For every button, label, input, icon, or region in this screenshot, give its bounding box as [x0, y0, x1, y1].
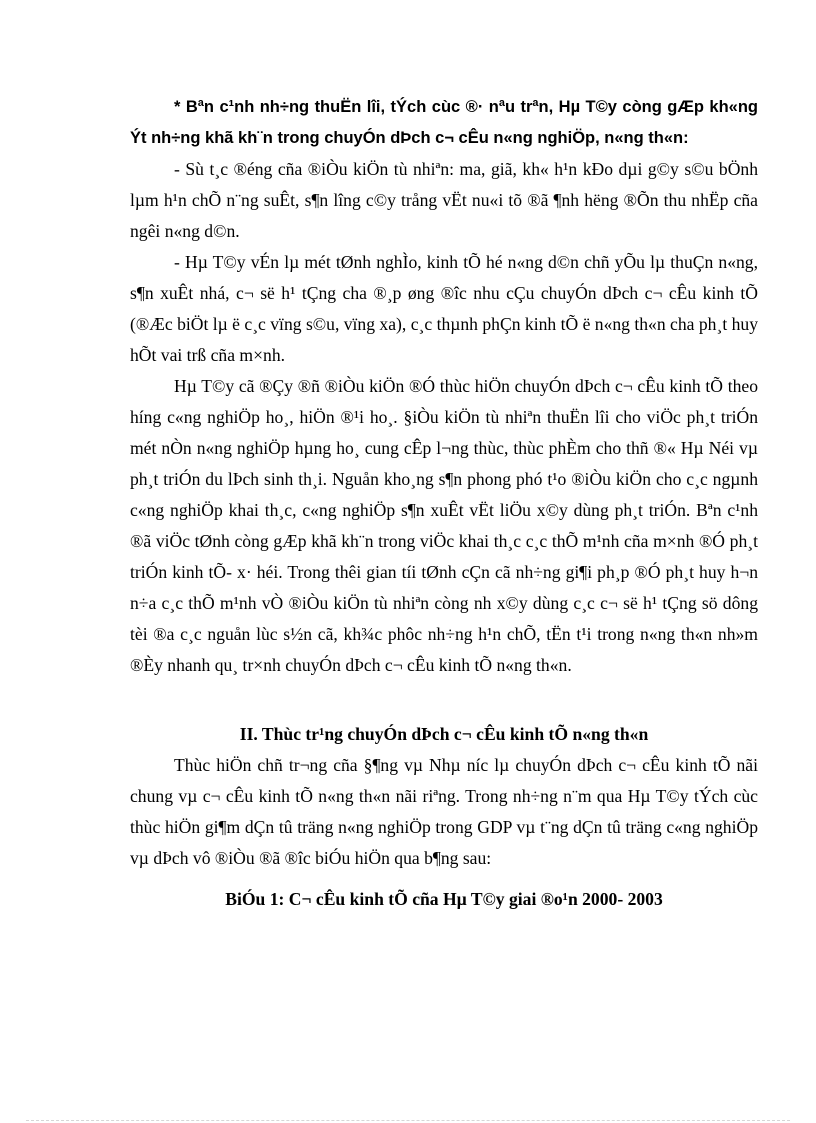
document-body [130, 92, 758, 915]
table-caption: BiÓu 1: C¬ cÊu kinh tÕ cña Hµ T©y giai ®o¹n 2000- 2003 [225, 889, 663, 909]
paragraph-natural-conditions: - Sù t¸c ®éng cña ®iÒu kiÖn tù nhiªn: ma, giã, kh« h¹n kÐo dµi g©y s©u bÖnh lµm h¹n chÕ n¨ng suÊt, s¶n lîng c©y trång vËt nu«i tõ ®ã ¶nh hëng ®Õn thu nhËp cña ngêi n«ng d©n. [130, 159, 758, 241]
paragraph-poor-province: - Hµ T©y vÉn lµ mét tØnh nghÌo, kinh tÕ hé n«ng d©n chñ yÕu lµ thuÇn n«ng, s¶n xuÊt nhá, c¬ së h¹ tÇng cha ®¸p øng ®îc nhu cÇu chuyÓn dÞch c¬ cÊu kinh tÕ (®Æc biÖt lµ ë c¸c vïng s©u, vïng xa), c¸c thµnh phÇn kinh tÕ ë n«ng th«n cha ph¸t huy hÕt vai trß cña m×nh. [130, 252, 758, 365]
section-title: II. Thùc tr¹ng chuyÓn dÞch c¬ cÊu kinh tÕ n«ng th«n [239, 724, 649, 744]
paragraph-section-intro: Thùc hiÖn chñ tr¬ng cña §¶ng vµ Nhµ níc lµ chuyÓn dÞch c¬ cÊu kinh tÕ nãi chung vµ c¬ cÊu kinh tÕ n«ng th«n nãi riªng. Trong nh÷ng n¨m qua Hµ T©y tÝch cùc thùc hiÖn gi¶m dÇn tû träng n«ng nghiÖp trong GDP vµ t¨ng dÇn tû träng c«ng nghiÖp vµ dÞch vô ®iÒu ®ã ®îc biÓu hiÖn qua b¶ng sau: [130, 755, 758, 868]
paragraph-conditions-summary: Hµ T©y cã ®Çy ®ñ ®iÒu kiÖn ®Ó thùc hiÖn chuyÓn dÞch c¬ cÊu kinh tÕ theo híng c«ng nghiÖp ho¸, hiÖn ®¹i ho¸. §iÒu kiÖn tù nhiªn thuËn lîi cho viÖc ph¸t triÓn mét nÒn n«ng nghiÖp hµng ho¸ cung cÊp l¬ng thùc, thùc phÈm cho thñ ®« Hµ Néi vµ ph¸t triÓn du lÞch sinh th¸i. Nguån kho¸ng s¶n phong phó t¹o ®iÒu kiÖn cho c¸c ngµnh c«ng nghiÖp khai th¸c, c«ng nghiÖp s¶n xuÊt vËt liÖu x©y dùng ph¸t triÓn. Bªn c¹nh ®ã viÖc tØnh còng gÆp khã kh¨n trong viÖc khai th¸c c¸c thÕ m¹nh cña m×nh ®Ó ph¸t triÓn kinh tÕ- x· héi. Trong thêi gian tíi tØnh cÇn cã nh÷ng gi¶i ph¸p ®Ó ph¸t huy h¬n n÷a c¸c thÕ m¹nh vÒ ®iÒu kiÖn tù nhiªn còng nh x©y dùng c¸c c¬ së h¹ tÇng sö dông tèi ®a c¸c nguån lùc s½n cã, kh¾c phôc nh÷ng h¹n chÕ, tËn t¹i trong n«ng th«n nh»m ®Èy nhanh qu¸ tr×nh chuyÓn dÞch c¬ cÊu kinh tÕ n«ng th«n. [130, 376, 758, 675]
intro-paragraph-difficulties: * Bªn c¹nh nh÷ng thuËn lîi, tÝch cùc ®· nªu trªn, Hµ T©y còng gÆp kh«ng Ýt nh÷ng khã kh¨n trong chuyÓn dÞch c¬ cÊu n«ng nghiÖp, n«ng th«n: [130, 98, 758, 147]
page-bottom-divider [26, 1120, 790, 1121]
